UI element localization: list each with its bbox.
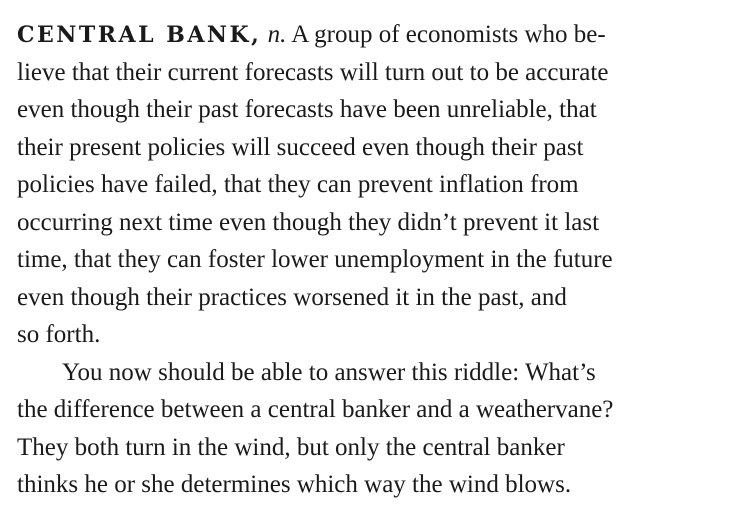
- riddle-line-3: They both turn in the wind, but only the central banker: [17, 434, 565, 461]
- definition-text: A group of economists who be-: [291, 21, 606, 48]
- riddle-line-1: You now should be able to answer this riddle: What’s: [62, 359, 596, 386]
- definition-line-5: policies have failed, that they can prevent inflation from: [17, 171, 579, 198]
- riddle-line-4: thinks he or she determines which way the wind blows.: [17, 471, 572, 498]
- riddle-line-2: the difference between a central banker and a weathervane?: [17, 396, 614, 423]
- definition-line-6: occurring next time even though they didn’t prevent it last: [17, 209, 600, 236]
- definition-line-8: even though their practices worsened it in the past, and: [17, 284, 567, 311]
- definition-line-7: time, that they can foster lower unemployment in the future: [17, 246, 613, 273]
- definition-line-9: so forth.: [17, 321, 101, 348]
- definition-line-1: [17, 22, 606, 47]
- definition-line-3: even though their past forecasts have been unreliable, that: [17, 96, 597, 123]
- definition-line-2: lieve that their current forecasts will turn out to be accurate: [17, 59, 609, 86]
- definition-line-4: their present policies will succeed even though their past: [17, 134, 584, 161]
- part-of-speech: n.: [267, 21, 287, 48]
- entry-term: CENTRAL BANK: [17, 22, 252, 48]
- entry-comma: ,: [251, 22, 262, 48]
